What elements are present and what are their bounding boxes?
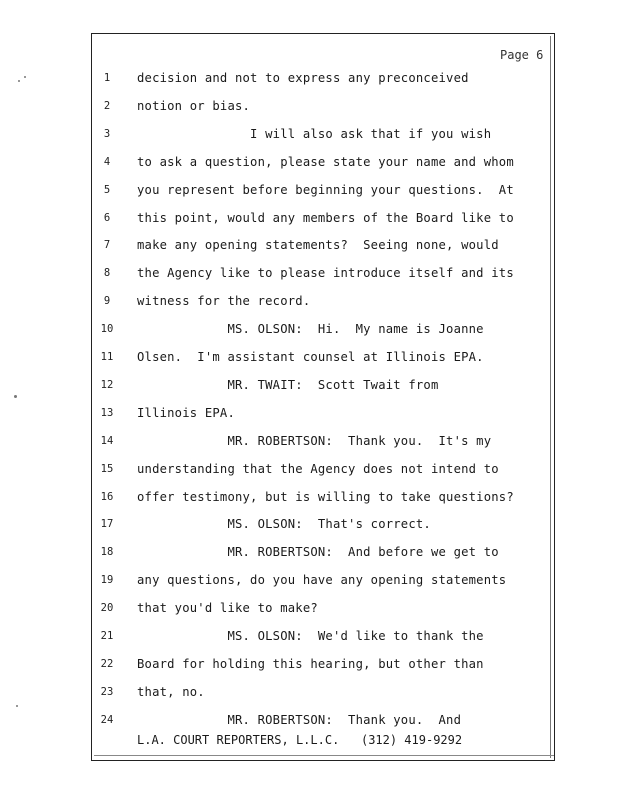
transcript-line-text: that you'd like to make?: [137, 601, 318, 616]
transcript-line-text: I will also ask that if you wish: [137, 126, 492, 141]
line-number: 19: [100, 574, 114, 587]
transcript-line-text: Illinois EPA.: [137, 405, 235, 420]
line-number: 6: [103, 211, 111, 224]
scan-speck: [14, 395, 17, 398]
line-number: 10: [100, 323, 114, 336]
page-border: [91, 33, 555, 761]
transcript-line-text: MR. ROBERTSON: And before we get to: [137, 545, 499, 560]
line-number: 14: [100, 434, 114, 447]
line-number: 12: [100, 378, 114, 391]
line-number: 15: [100, 462, 114, 475]
transcript-line-text: make any opening statements? Seeing none, would: [137, 238, 499, 253]
line-number: 4: [103, 155, 111, 168]
line-number: 1: [103, 72, 111, 84]
court-reporter-footer: L.A. COURT REPORTERS, L.L.C. (312) 419-9292: [137, 733, 463, 747]
right-border-line: [550, 36, 551, 758]
line-number: 20: [100, 602, 114, 615]
transcript-line-text: MS. OLSON: Hi. My name is Joanne: [137, 322, 484, 337]
transcript-line-text: you represent before beginning your questions. At: [137, 182, 514, 197]
line-number: 3: [103, 127, 111, 140]
line-number: 22: [100, 657, 114, 670]
scan-speck: [18, 80, 20, 82]
line-number: 9: [103, 295, 111, 308]
transcript-line-text: that, no.: [137, 684, 205, 699]
line-number: 17: [100, 518, 114, 531]
transcript-line-text: Olsen. I'm assistant counsel at Illinois EPA.: [137, 350, 484, 364]
transcript-line-text: witness for the record.: [137, 294, 311, 309]
transcript-line-text: MR. ROBERTSON: Thank you. And: [137, 712, 462, 727]
line-number: 23: [100, 685, 114, 698]
line-number: 8: [103, 267, 111, 280]
transcript-line-text: any questions, do you have any opening statements: [137, 573, 507, 588]
transcript-line-text: MR. TWAIT: Scott Twait from: [137, 377, 439, 392]
line-number: 2: [103, 99, 111, 112]
transcript-line-text: offer testimony, but is willing to take questions?: [137, 489, 514, 504]
transcript-line-text: the Agency like to please introduce itself and its: [137, 266, 514, 281]
transcript-line-text: MS. OLSON: We'd like to thank the: [137, 629, 484, 643]
transcript-line-text: MR. ROBERTSON: Thank you. It's my: [137, 433, 492, 448]
line-number: 24: [100, 713, 114, 726]
line-number: 13: [100, 406, 114, 419]
scan-speck: [16, 705, 18, 707]
transcript-line-text: notion or bias.: [137, 98, 251, 113]
line-number: 21: [100, 630, 114, 642]
scan-speck: [24, 76, 26, 78]
transcript-line-text: MS. OLSON: That's correct.: [137, 517, 431, 532]
transcript-line-text: Board for holding this hearing, but other than: [137, 656, 484, 671]
transcript-line-text: this point, would any members of the Board like to: [137, 210, 514, 225]
transcript-line-text: decision and not to express any preconceived: [137, 71, 469, 85]
bottom-border-line: [94, 755, 554, 756]
line-number: 11: [100, 351, 114, 363]
line-number: 7: [103, 239, 111, 252]
transcript-line-text: to ask a question, please state your name and whom: [137, 154, 514, 169]
line-number: 16: [100, 490, 114, 503]
page-number: Page 6: [500, 48, 544, 62]
transcript-line-text: understanding that the Agency does not intend to: [137, 461, 499, 476]
line-number: 5: [103, 183, 111, 196]
line-number: 18: [100, 546, 114, 559]
